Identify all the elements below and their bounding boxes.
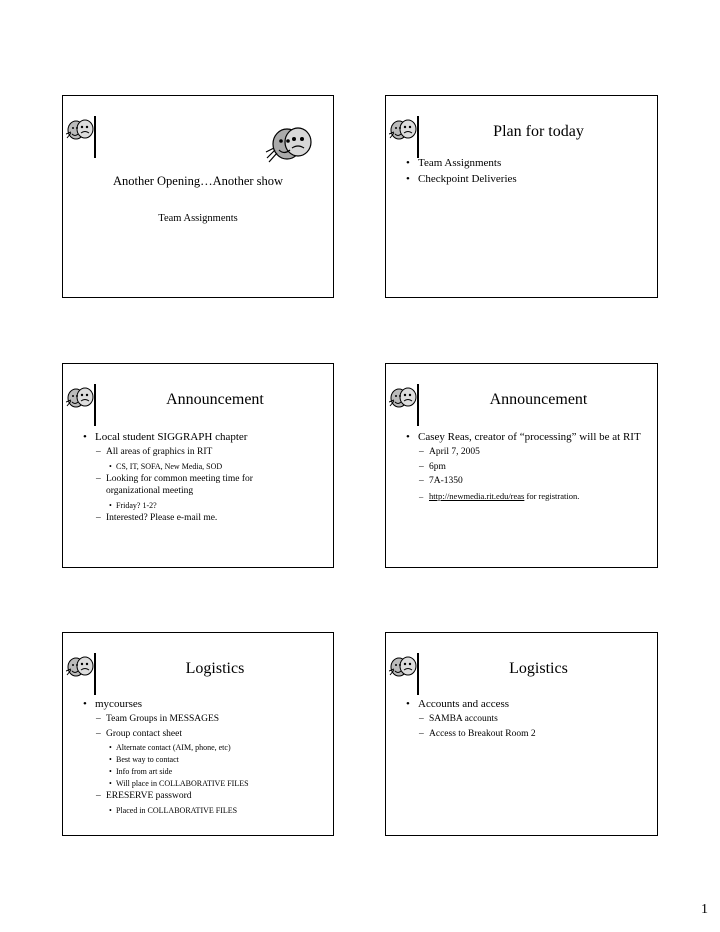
page-number: 1 <box>701 902 708 917</box>
list-item: – Interested? Please e-mail me. <box>83 512 325 525</box>
bullet-list <box>406 156 649 188</box>
slide-subtitle: Team Assignments <box>158 213 238 224</box>
list-item: • Info from art side <box>83 766 325 777</box>
list-item: – Looking for common meeting time for organizational meeting <box>83 473 325 498</box>
slide-3 <box>62 363 334 568</box>
link-suffix: for registration. <box>524 490 580 501</box>
list-item: • Alternate contact (AIM, phone, etc) <box>83 742 325 753</box>
slide-title: Announcement <box>489 391 588 408</box>
vertical-rule <box>417 653 419 695</box>
vertical-rule <box>417 384 419 426</box>
theater-masks-icon <box>389 386 419 410</box>
bullet-list <box>83 697 325 817</box>
list-item <box>406 490 649 503</box>
list-item: • Local student SIGGRAPH chapter <box>83 430 325 444</box>
list-item: • Team Assignments <box>406 156 649 170</box>
vertical-rule <box>94 384 96 426</box>
theater-masks-icon <box>66 386 96 410</box>
list-item: • mycourses <box>83 697 325 711</box>
list-item: – Access to Breakout Room 2 <box>406 728 649 741</box>
list-item: – 6pm <box>406 461 649 474</box>
list-item: • Checkpoint Deliveries <box>406 172 649 186</box>
list-item: • CS, IT, SOFA, New Media, SOD <box>83 461 325 472</box>
slide-title: Plan for today <box>493 123 584 140</box>
slide-title: Announcement <box>166 391 264 408</box>
vertical-rule <box>417 116 419 158</box>
list-item: • Will place in COLLABORATIVE FILES <box>83 778 325 789</box>
list-item: – Group contact sheet <box>83 728 325 741</box>
slide-title: Logistics <box>185 660 245 677</box>
slide-1 <box>62 95 334 298</box>
bullet-list <box>406 430 649 504</box>
slide-2 <box>385 95 658 298</box>
bullet-list <box>83 430 325 526</box>
theater-masks-icon <box>389 655 419 679</box>
list-item: • Accounts and access <box>406 697 649 711</box>
vertical-rule <box>94 116 96 158</box>
theater-masks-large-icon <box>265 124 315 164</box>
theater-masks-icon <box>389 118 419 142</box>
list-item: • Casey Reas, creator of “processing” will be at RIT <box>406 430 649 444</box>
slide-title: Logistics <box>509 660 568 677</box>
list-item: • Best way to contact <box>83 754 325 765</box>
slide-title: Another Opening…Another show <box>112 174 284 188</box>
list-item: – Team Groups in MESSAGES <box>83 713 325 726</box>
list-item: – ERESERVE password <box>83 790 325 803</box>
list-item: – April 7, 2005 <box>406 446 649 459</box>
slide-6 <box>385 632 658 836</box>
vertical-rule <box>94 653 96 695</box>
list-item: • Placed in COLLABORATIVE FILES <box>83 805 325 816</box>
theater-masks-icon <box>66 655 96 679</box>
theater-masks-icon <box>66 118 96 142</box>
bullet-list <box>406 697 649 742</box>
list-item: – 7A-1350 <box>406 475 649 488</box>
list-item: – All areas of graphics in RIT <box>83 446 325 459</box>
list-item: – SAMBA accounts <box>406 713 649 726</box>
registration-link[interactable]: http://newmedia.rit.edu/reas <box>429 490 525 501</box>
list-item: • Friday? 1-2? <box>83 500 325 511</box>
slide-4 <box>385 363 658 568</box>
slide-5 <box>62 632 334 836</box>
